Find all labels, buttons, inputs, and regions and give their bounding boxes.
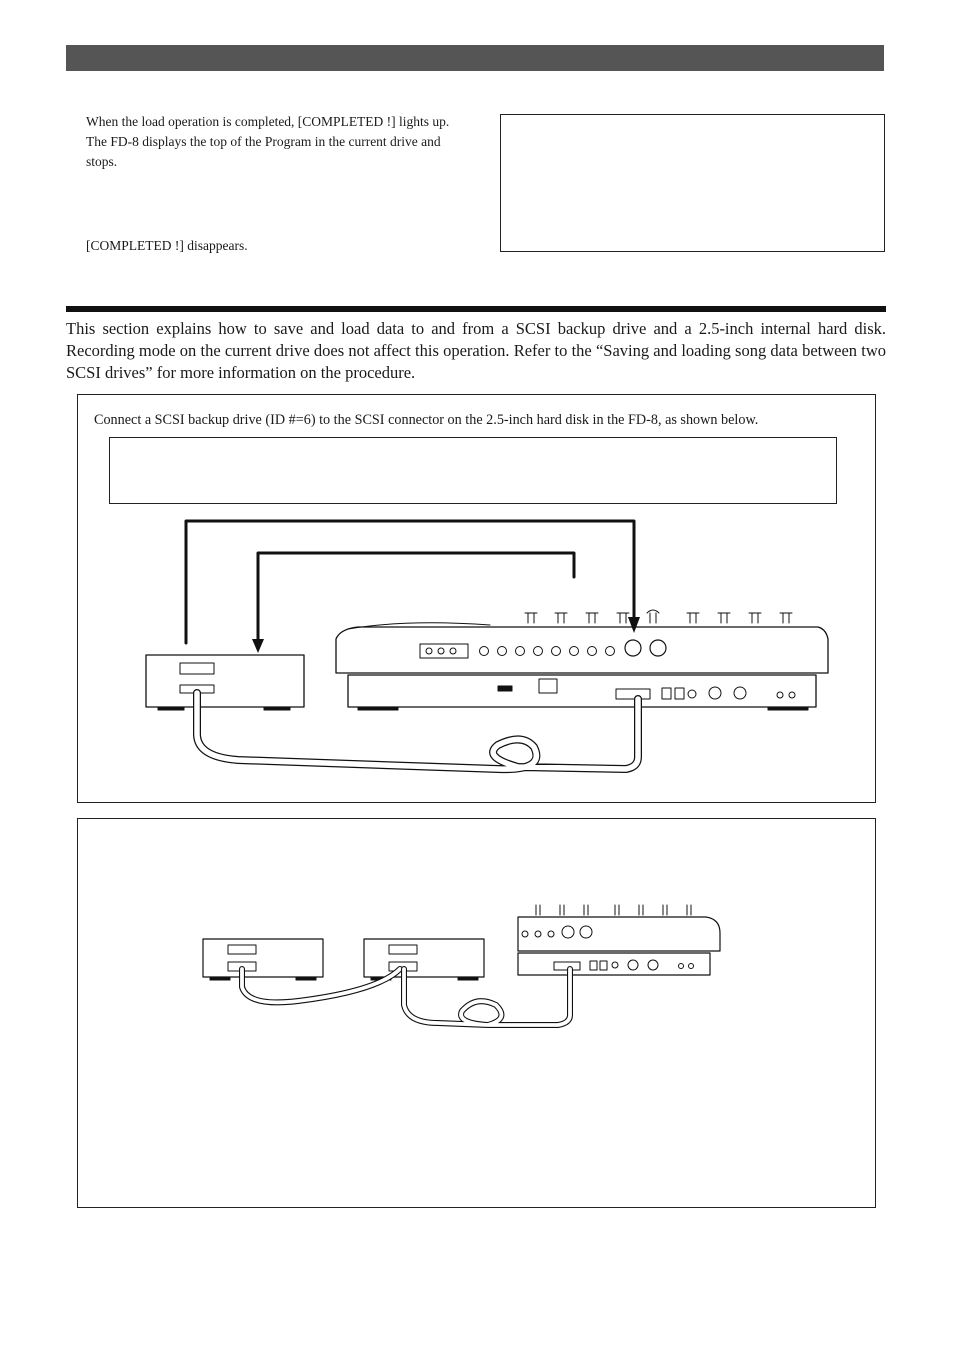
header-bar [66,45,884,71]
daisy-chain-connection-diagram-icon [78,819,875,1207]
section-rule [66,306,886,312]
scsi-connection-diagram-icon [78,395,875,802]
connection-box [77,394,876,803]
section-intro: This section explains how to save and load data to and from a SCSI backup drive and a 2.5-inch internal hard disk. Recording mode on the current drive does not affect this operation. Refer to the “Saving and loading song data between two SCSI drives” for more information on the procedure. [66,319,886,382]
daisy-chain-box [77,818,876,1208]
connection-caption: Connect a SCSI backup drive (ID #=6) to the SCSI connector on the 2.5-inch hard disk in the FD-8, as shown below. [94,412,759,428]
note-box [500,114,885,252]
completed-disappears-paragraph: [COMPLETED !] disappears. [86,238,248,253]
completed-paragraph: When the load operation is completed, [COMPLETED !] lights up. The FD-8 displays the top of the Program in the current drive and stops. [86,114,450,169]
